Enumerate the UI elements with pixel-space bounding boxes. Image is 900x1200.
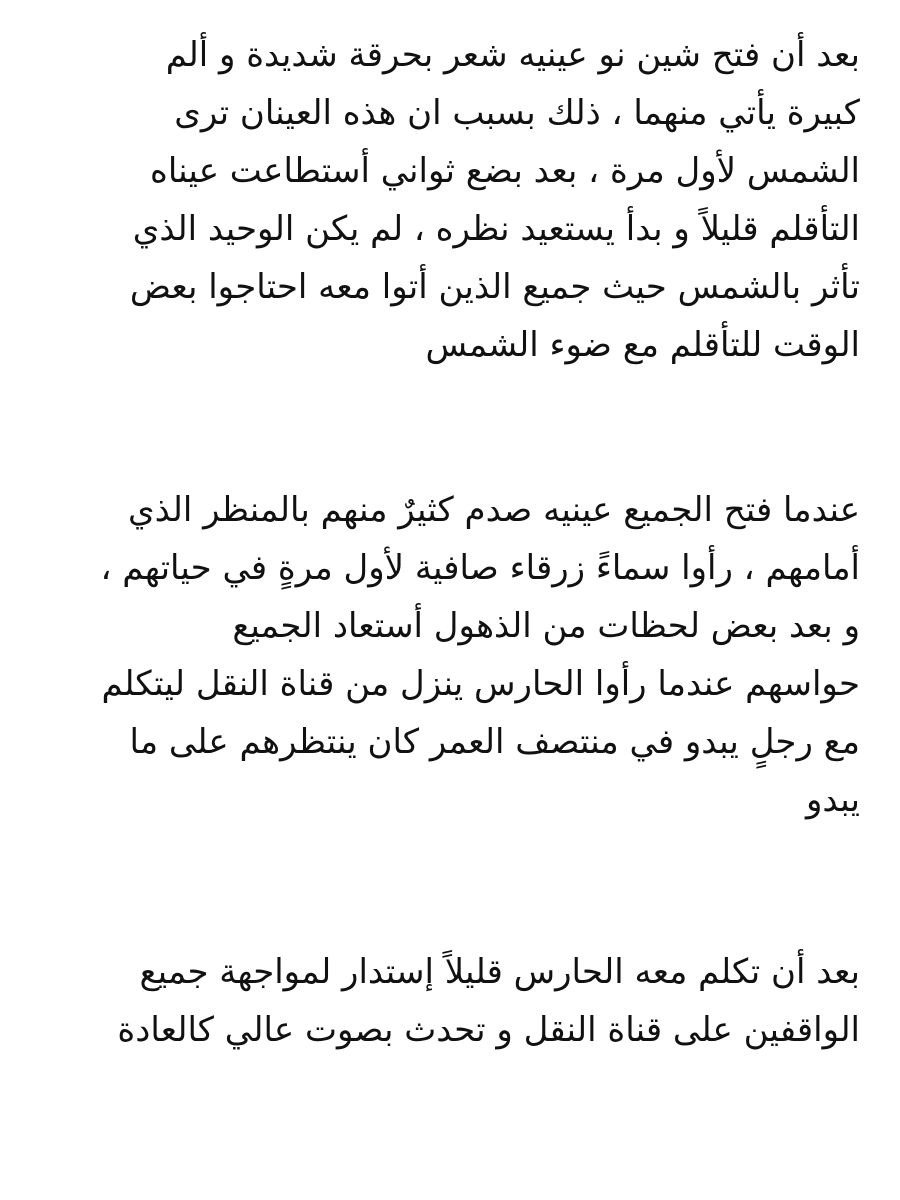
text-line: الشمس لأول مرة ، بعد بضع ثواني أستطاعت عيناه bbox=[150, 151, 860, 191]
text-line: يبدو bbox=[806, 780, 860, 820]
text-line: كبيرة يأتي منهما ، ذلك بسبب ان هذه العينان ترى bbox=[174, 93, 860, 133]
text-line: مع رجلٍ يبدو في منتصف العمر كان ينتظرهم على ما bbox=[129, 722, 860, 762]
paragraph-3 bbox=[30, 943, 860, 1059]
paragraph-2 bbox=[30, 481, 860, 829]
text-line: أمامهم ، رأوا سماءً زرقاء صافية لأول مرةٍ في حياتهم ، bbox=[100, 548, 860, 588]
text-line: حواسهم عندما رأوا الحارس ينزل من قناة النقل ليتكلم bbox=[101, 664, 860, 704]
text-line: تأثر بالشمس حيث جميع الذين أتوا معه احتاجوا بعض bbox=[129, 267, 860, 307]
text-line: التأقلم قليلاً و بدأ يستعيد نظره ، لم يكن الوحيد الذي bbox=[132, 209, 860, 249]
text-line: و بعد بعض لحظات من الذهول أستعاد الجميع bbox=[232, 606, 860, 646]
text-line: عندما فتح الجميع عينيه صدم كثيرٌ منهم بالمنظر الذي bbox=[128, 490, 860, 530]
text-line: بعد أن فتح شين نو عينيه شعر بحرقة شديدة و ألم bbox=[165, 35, 860, 75]
text-line: بعد أن تكلم معه الحارس قليلاً إستدار لمواجهة جميع bbox=[139, 952, 860, 992]
text-line: الواقفين على قناة النقل و تحدث بصوت عالي كالعادة bbox=[117, 1010, 860, 1050]
text-line: الوقت للتأقلم مع ضوء الشمس bbox=[425, 325, 860, 365]
paragraph-1 bbox=[30, 26, 860, 374]
